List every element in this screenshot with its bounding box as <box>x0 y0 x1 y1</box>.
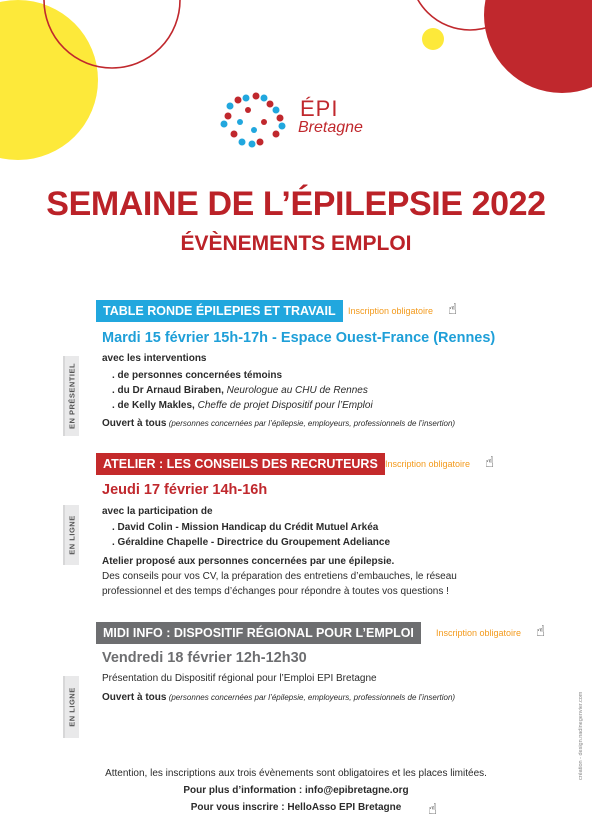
red-circle <box>484 0 592 93</box>
event3-sidebar <box>63 676 79 738</box>
event3-desc: Présentation du Dispositif régional pour l’Emploi EPI Bretagne <box>102 673 377 684</box>
event1-banner: TABLE RONDE ÉPILEPIES ET TRAVAIL <box>96 300 343 322</box>
logo-title: ÉPI <box>300 96 339 121</box>
event2-date: Jeudi 17 février 14h-16h <box>102 482 268 498</box>
event3-banner: MIDI INFO : DISPOSITIF RÉGIONAL POUR L’EMPLOI <box>96 622 421 644</box>
page-subtitle: ÉVÈNEMENTS EMPLOI <box>180 232 412 255</box>
footer-notice: Attention, les inscriptions aux trois évènements sont obligatoires et les places limitées. <box>105 768 487 779</box>
event1-open-note: (personnes concernées par l’épilepsie, employeurs, professionnels de l’insertion) <box>166 419 456 428</box>
event1-side-label: EN PRÉSENTIEL <box>67 362 77 430</box>
event2-banner: ATELIER : LES CONSEILS DES RECRUTEURS <box>96 453 385 475</box>
event3-open-label: Ouvert à tous <box>102 692 167 703</box>
event3-open-note: (personnes concernées par l’épilepsie, employeurs, professionnels de l’insertion) <box>166 693 456 702</box>
small-yellow-circle <box>422 28 444 50</box>
event3-inscription-link[interactable]: Inscription obligatoire <box>436 628 522 638</box>
event1-speaker1: . de personnes concernées témoins <box>112 370 283 381</box>
event1-date: Mardi 15 février 15h-17h - Espace Ouest-France (Rennes) <box>102 330 496 346</box>
event1-speaker2-name: . du Dr Arnaud Biraben, <box>112 385 224 396</box>
event2-side-label: EN LIGNE <box>67 515 77 555</box>
event3-date: Vendredi 18 février 12h-12h30 <box>102 650 307 666</box>
footer-register: Pour vous inscrire : HelloAsso EPI Bretagne <box>190 802 402 813</box>
logo-subtitle: Bretagne <box>298 119 363 136</box>
event1-speaker3-role: Cheffe de projet Dispositif pour l’Emploi <box>194 400 373 411</box>
event3-side-label: EN LIGNE <box>67 687 77 727</box>
design-credit: création - design.nadinegenvier.com <box>578 691 584 780</box>
event2-target: Atelier proposé aux personnes concernées par une épilepsie. <box>102 556 395 567</box>
event1-speaker3 <box>112 400 373 411</box>
event2-desc1: Des conseils pour vos CV, la préparation des entretiens d’embauches, le réseau <box>102 571 457 582</box>
event2-desc2: professionnel et des temps d’échanges pour répondre à toutes vos questions ! <box>102 586 449 597</box>
event1-sidebar <box>63 356 79 436</box>
event2-speaker2: . Géraldine Chapelle - Directrice du Groupement Adeliance <box>112 537 391 548</box>
pointing-hand-icon[interactable]: ☝︎ <box>428 801 438 818</box>
pointing-hand-icon[interactable]: ☝︎ <box>485 454 495 471</box>
pointing-hand-icon[interactable]: ☝︎ <box>536 623 546 640</box>
event2-inscription-link[interactable]: Inscription obligatoire <box>385 459 471 469</box>
event2-intro: avec la participation de <box>102 506 213 517</box>
event1-speaker2-role: Neurologue au CHU de Rennes <box>223 385 368 396</box>
event1-inscription-link[interactable]: Inscription obligatoire <box>348 306 434 316</box>
event2-sidebar <box>63 505 79 565</box>
event3-open <box>102 692 455 703</box>
logo-dots-icon <box>220 92 296 148</box>
footer-info: Pour plus d’information : info@epibretagne.org <box>183 785 409 796</box>
pointing-hand-icon[interactable]: ☝︎ <box>448 301 458 318</box>
event2-speaker1: . David Colin - Mission Handicap du Crédit Mutuel Arkéa <box>112 522 379 533</box>
event1-speaker3-name: . de Kelly Makles, <box>112 400 195 411</box>
event1-intro: avec les interventions <box>102 353 207 364</box>
page-title: SEMAINE DE L’ÉPILEPSIE 2022 <box>46 185 546 223</box>
event1-open-label: Ouvert à tous <box>102 418 167 429</box>
event1-speaker2 <box>112 385 368 396</box>
event1-open <box>102 418 455 429</box>
